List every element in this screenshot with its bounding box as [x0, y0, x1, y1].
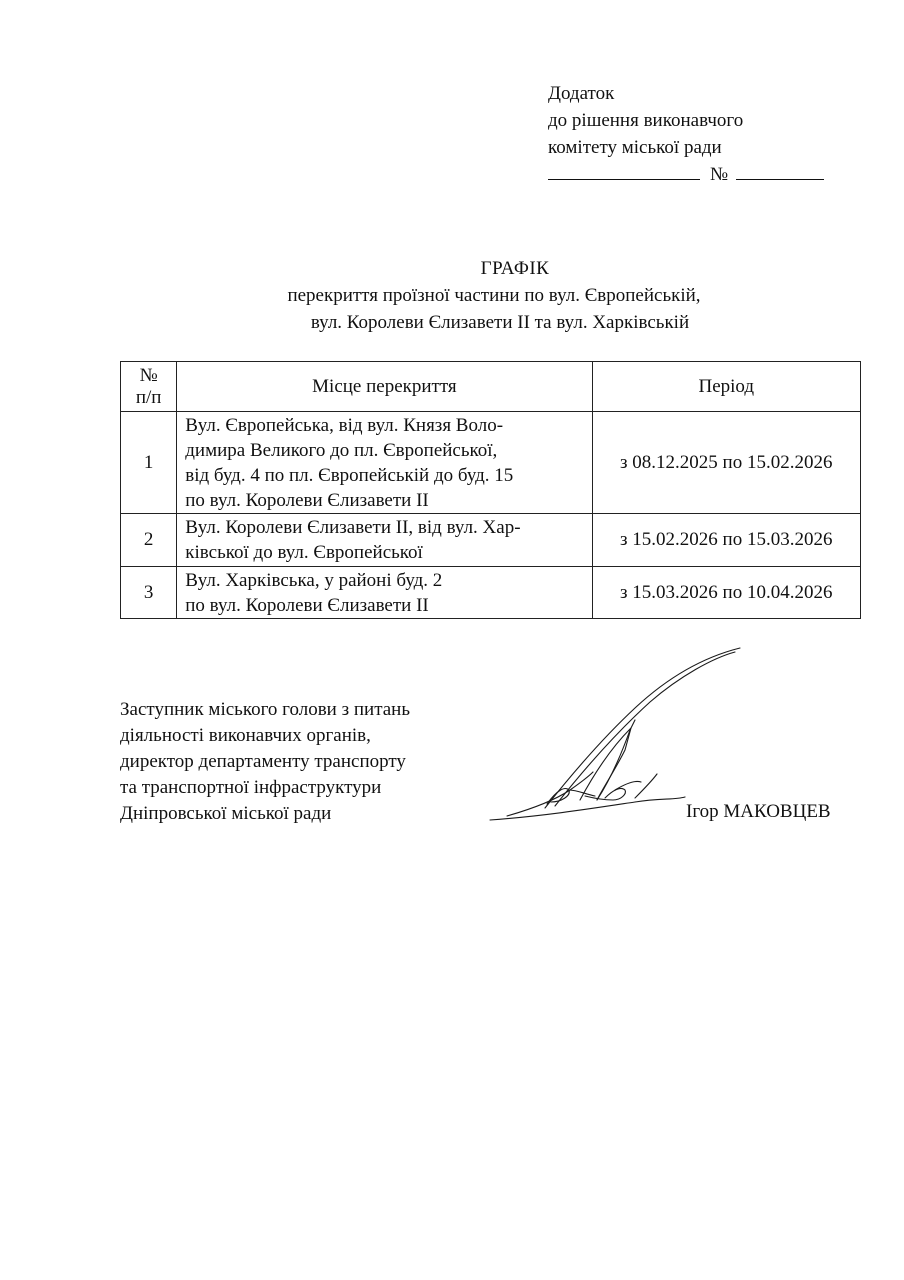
row-place: [177, 567, 592, 619]
row-period: з 08.12.2025 по 15.02.2026: [592, 412, 860, 514]
document-subtitle-line-2: вул. Королеви Єлизавети ІІ та вул. Харківській: [310, 312, 690, 333]
table-row: [121, 567, 861, 619]
row-place: [177, 514, 592, 567]
signatory-name: Ігор МАКОВЦЕВ: [686, 801, 831, 822]
position-line: директор департаменту транспорту: [120, 751, 406, 772]
place-line: димира Великого до пл. Європейської,: [185, 439, 498, 461]
appendix-line-2: до рішення виконавчого: [548, 110, 744, 131]
signatory-position: [120, 697, 410, 827]
number-blank: [736, 161, 824, 180]
appendix-date-number-line: [548, 161, 824, 188]
header-period: Період: [592, 362, 860, 412]
header-number-sign: №: [139, 364, 158, 386]
place-line: по вул. Королеви Єлизавети ІІ: [185, 594, 429, 616]
header-number-abbr: п/п: [135, 386, 162, 408]
row-number: 2: [121, 514, 177, 567]
date-blank: [548, 161, 700, 180]
row-number: 3: [121, 567, 177, 619]
appendix-block: [548, 80, 824, 188]
number-sign: №: [710, 164, 729, 185]
table-header-row: [121, 362, 861, 412]
header-place: Місце перекриття: [177, 362, 592, 412]
table-row: [121, 514, 861, 567]
place-line: Вул. Харківська, у районі буд. 2: [185, 569, 443, 591]
position-line: Заступник міського голови з питань: [120, 699, 410, 720]
row-period: з 15.03.2026 по 10.04.2026: [592, 567, 860, 619]
place-line: ківської до вул. Європейської: [185, 542, 423, 563]
document-title: ГРАФІК: [480, 258, 550, 279]
row-place: [177, 412, 592, 514]
appendix-title: Додаток: [548, 83, 615, 104]
table-row: [121, 412, 861, 514]
position-line: діяльності виконавчих органів,: [120, 725, 371, 746]
position-line: Дніпровської міської ради: [120, 803, 332, 824]
position-line: та транспортної інфраструктури: [120, 777, 382, 798]
place-line: по вул. Королеви Єлизавети ІІ: [185, 489, 429, 511]
place-line: Вул. Європейська, від вул. Князя Воло-: [185, 414, 504, 436]
appendix-line-3: комітету міської ради: [548, 137, 722, 158]
place-line: Вул. Королеви Єлизавети ІІ, від вул. Хар-: [185, 517, 521, 538]
schedule-table: [120, 361, 861, 619]
header-number: [121, 362, 177, 412]
place-line: від буд. 4 по пл. Європейській до буд. 15: [185, 464, 514, 486]
row-number: 1: [121, 412, 177, 514]
row-period: з 15.02.2026 по 15.03.2026: [592, 514, 860, 567]
document-subtitle-line-1: перекриття проїзної частини по вул. Європейській,: [287, 285, 701, 306]
